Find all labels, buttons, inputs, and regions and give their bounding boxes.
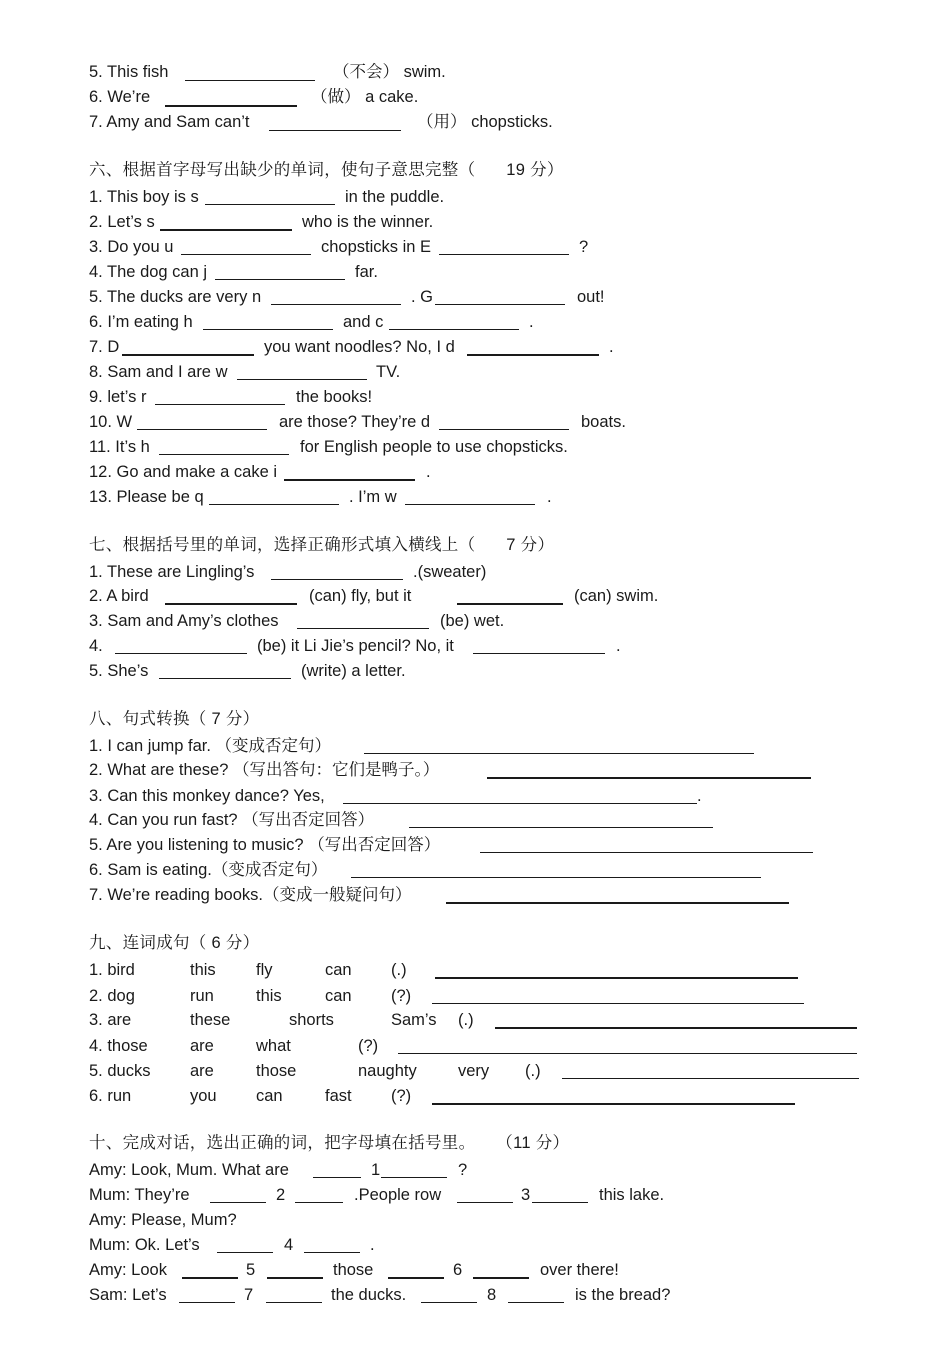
s6-q2-tail: who is the winner. (302, 213, 434, 231)
s6-q3-tail: ? (579, 238, 589, 256)
s6-q2-stem: 2. Let’s s (89, 213, 155, 231)
s7-score: 7 分） (506, 536, 555, 554)
dialog-blank[interactable] (304, 1252, 360, 1253)
s9-word: you (190, 1087, 217, 1105)
s6-q9-stem: 9. let’s r (89, 388, 147, 406)
s9-word: run (190, 987, 214, 1005)
s8-q3-blank[interactable] (343, 803, 697, 804)
s7-q1-blank[interactable] (271, 579, 403, 580)
s8-q7-stem: 7. We’re reading books.（变成一般疑问句） (89, 886, 412, 904)
s6-q5-mid: . G (411, 288, 434, 306)
dialog-text: over there! (540, 1261, 619, 1279)
s9-word: fly (256, 961, 273, 979)
dialog-number: 5 (246, 1261, 256, 1279)
s9-punct: (.) (458, 1011, 474, 1029)
s6-q3-mid: chopsticks in E (321, 238, 432, 256)
s9-row-1-blank[interactable] (435, 977, 798, 979)
s9-word: what (256, 1037, 291, 1055)
s6-q8-stem: 8. Sam and I are w (89, 363, 228, 381)
s5-q6-blank[interactable] (165, 105, 297, 107)
s7-q2-blank1[interactable] (165, 603, 297, 605)
dialog-blank[interactable] (217, 1252, 273, 1253)
s9-word: are (190, 1037, 214, 1055)
s6-q11-blank[interactable] (159, 454, 289, 455)
s8-heading: 八、句式转换（ 7 分） (89, 710, 260, 728)
dialog-blank[interactable] (388, 1277, 444, 1279)
s10-line-3: Amy: Please, Mum? (89, 1211, 237, 1229)
s7-q5-stem: 5. She’s (89, 662, 149, 680)
s7-q2-blank2[interactable] (457, 603, 563, 605)
s8-q6-blank[interactable] (351, 877, 761, 878)
s8-q5-stem: 5. Are you listening to music? （写出否定回答） (89, 836, 441, 854)
s6-q2-blank[interactable] (160, 229, 292, 231)
s6-q10-tail: boats. (581, 413, 626, 431)
s6-q9-tail: the books! (296, 388, 373, 406)
s9-word: can (325, 961, 352, 979)
s9-word: this (256, 987, 282, 1005)
s6-q6-blank2[interactable] (389, 329, 519, 330)
s7-heading (89, 535, 554, 555)
s5-q6-stem: 6. We’re (89, 88, 151, 106)
s8-q1-stem: 1. I can jump far. （变成否定句） (89, 737, 332, 755)
s6-q7-stem: 7. D (89, 338, 120, 356)
s9-punct: (.) (525, 1062, 541, 1080)
s8-q4-stem: 4. Can you run fast? （写出否定回答） (89, 811, 375, 829)
s9-word: 5. ducks (89, 1062, 151, 1080)
dialog-blank[interactable] (266, 1302, 322, 1303)
s6-score: 19 分） (506, 161, 564, 179)
s8-q5-blank[interactable] (480, 852, 813, 853)
s6-q6-mid: and c (343, 313, 384, 331)
dialog-blank[interactable] (532, 1202, 588, 1203)
s8-q7-blank[interactable] (446, 902, 789, 904)
s7-q4-blank2[interactable] (473, 653, 605, 654)
dialog-text: Amy: Look (89, 1261, 167, 1279)
s6-q12-blank[interactable] (284, 479, 415, 481)
dialog-text: this lake. (599, 1186, 665, 1204)
s9-row-5-blank[interactable] (562, 1078, 859, 1079)
s6-q7-blank1[interactable] (122, 354, 254, 356)
dialog-number: 2 (276, 1186, 286, 1204)
s9-word: very (458, 1062, 490, 1080)
s7-q4-mid: (be) it Li Jie’s pencil? No, it (257, 637, 454, 655)
s6-q3-blank1[interactable] (181, 254, 311, 255)
dialog-text: Mum: Ok. Let’s (89, 1236, 200, 1254)
s9-row-2-blank[interactable] (432, 1003, 804, 1004)
s6-q13-stem: 13. Please be q (89, 488, 204, 506)
dialog-text: Mum: They’re (89, 1186, 190, 1204)
s9-word: 3. are (89, 1011, 132, 1029)
dialog-text: Sam: Let’s (89, 1286, 167, 1304)
dialog-blank[interactable] (473, 1277, 529, 1279)
s7-q1-stem: 1. These are Lingling’s (89, 563, 255, 581)
s6-q1-blank[interactable] (205, 204, 335, 205)
s9-heading: 九、连词成句（ 6 分） (89, 934, 260, 952)
s9-word: can (325, 987, 352, 1005)
s6-q13-blank2[interactable] (405, 504, 535, 505)
s7-q4-tail: . (616, 637, 621, 655)
s7-q3-tail: (be) wet. (440, 612, 505, 630)
s9-word: 4. those (89, 1037, 148, 1055)
s8-q2-stem: 2. What are these? （写出答句：它们是鸭子。） (89, 761, 440, 779)
s6-q3-stem: 3. Do you u (89, 238, 174, 256)
s5-q6-tail: （做） a cake. (311, 88, 419, 106)
s10-score: （11 分） (496, 1134, 570, 1152)
s6-q10-blank1[interactable] (137, 429, 267, 430)
s8-q6-stem: 6. Sam is eating.（变成否定句） (89, 861, 328, 879)
s6-q12-stem: 12. Go and make a cake i (89, 463, 278, 481)
s6-q7-blank2[interactable] (467, 354, 599, 356)
s6-q13-mid: . I’m w (349, 488, 397, 506)
dialog-blank[interactable] (421, 1302, 477, 1303)
s6-q8-tail: TV. (376, 363, 401, 381)
s7-q5-blank[interactable] (159, 678, 291, 679)
s9-punct: (?) (358, 1037, 379, 1055)
s6-q7-tail: . (609, 338, 614, 356)
s6-q10-blank2[interactable] (439, 429, 569, 430)
dialog-text: ? (458, 1161, 468, 1179)
dialog-number: 3 (521, 1186, 531, 1204)
s6-q5-stem: 5. The ducks are very n (89, 288, 262, 306)
s6-q12-tail: . (426, 463, 431, 481)
s9-word: fast (325, 1087, 352, 1105)
dialog-blank[interactable] (267, 1277, 323, 1279)
dialog-blank[interactable] (508, 1302, 564, 1303)
s7-q2-tail: (can) swim. (574, 587, 659, 605)
s6-q3-blank2[interactable] (439, 254, 569, 255)
s9-row-6-blank[interactable] (432, 1103, 795, 1105)
s9-word: this (190, 961, 216, 979)
s6-q6-tail: . (529, 313, 534, 331)
s6-q6-blank1[interactable] (203, 329, 333, 330)
s9-word: 6. run (89, 1087, 132, 1105)
s7-q1-tail: .(sweater) (413, 563, 487, 581)
s6-q7-mid: you want noodles? No, I d (264, 338, 455, 356)
s9-word: can (256, 1087, 283, 1105)
s8-q4-blank[interactable] (409, 827, 713, 828)
s7-heading-text: 七、根据括号里的单词，选择正确形式填入横线上（ (89, 536, 476, 554)
s9-word: naughty (358, 1062, 417, 1080)
s9-word: shorts (289, 1011, 334, 1029)
s9-word: are (190, 1062, 214, 1080)
dialog-blank[interactable] (457, 1202, 513, 1203)
s6-q5-blank1[interactable] (271, 304, 401, 305)
s6-q4-tail: far. (355, 263, 378, 281)
dialog-number: 1 (371, 1161, 381, 1179)
dialog-blank[interactable] (182, 1277, 238, 1279)
dialog-number: 6 (453, 1261, 463, 1279)
s8-q3-tail: . (697, 787, 702, 805)
s9-row-4-blank[interactable] (398, 1053, 857, 1054)
s6-q4-blank[interactable] (215, 279, 345, 280)
s6-q11-stem: 11. It’s h (89, 438, 150, 456)
s7-q2-mid: (can) fly, but it (309, 587, 412, 605)
s9-punct: (.) (391, 961, 407, 979)
s9-word: these (190, 1011, 231, 1029)
s7-q5-tail: (write) a letter. (301, 662, 406, 680)
s6-q10-stem: 10. W (89, 413, 133, 431)
s9-punct: (?) (391, 1087, 412, 1105)
dialog-text: is the bread? (575, 1286, 671, 1304)
dialog-blank[interactable] (210, 1202, 266, 1203)
dialog-text: those (333, 1261, 374, 1279)
s9-word: 1. bird (89, 961, 135, 979)
s6-q1-stem: 1. This boy is s (89, 188, 199, 206)
dialog-text: Amy: Look, Mum. What are (89, 1161, 289, 1179)
s7-q2-stem: 2. A bird (89, 587, 149, 605)
s8-q1-blank[interactable] (364, 753, 754, 754)
s5-q7-blank[interactable] (269, 130, 401, 131)
s6-heading-text: 六、根据首字母写出缺少的单词，使句子意思完整（ (89, 161, 476, 179)
s5-q7-stem: 7. Amy and Sam can’t (89, 113, 250, 131)
dialog-blank[interactable] (381, 1177, 447, 1178)
s6-q5-tail: out! (577, 288, 605, 306)
s9-punct: (?) (391, 987, 412, 1005)
dialog-text: .People row (354, 1186, 442, 1204)
s6-heading (89, 160, 564, 180)
s10-heading-text: 十、完成对话，选出正确的词，把字母填在括号里。 (89, 1134, 476, 1152)
dialog-blank[interactable] (313, 1177, 361, 1178)
s6-q13-blank1[interactable] (209, 504, 339, 505)
dialog-blank[interactable] (179, 1302, 235, 1303)
dialog-number: 7 (244, 1286, 254, 1304)
s7-q3-stem: 3. Sam and Amy’s clothes (89, 612, 279, 630)
s10-heading (89, 1133, 569, 1153)
s8-q2-blank[interactable] (487, 777, 811, 779)
s9-row-3-blank[interactable] (495, 1027, 857, 1029)
s6-q6-stem: 6. I’m eating h (89, 313, 193, 331)
s5-q7-tail: （用） chopsticks. (417, 113, 553, 131)
s7-q4-blank1[interactable] (115, 653, 247, 654)
s7-q3-blank[interactable] (297, 628, 429, 629)
s9-word: those (256, 1062, 297, 1080)
s6-q1-tail: in the puddle. (345, 188, 445, 206)
s9-word: 2. dog (89, 987, 135, 1005)
dialog-text: the ducks. (331, 1286, 407, 1304)
s5-q5-stem: 5. This fish (89, 63, 169, 81)
s6-q10-mid: are those? They’re d (279, 413, 431, 431)
s5-q5-blank[interactable] (185, 80, 315, 81)
s6-q9-blank[interactable] (155, 404, 285, 405)
dialog-number: 8 (487, 1286, 497, 1304)
s6-q13-tail: . (547, 488, 552, 506)
dialog-text: . (370, 1236, 375, 1254)
s6-q5-blank2[interactable] (435, 304, 565, 305)
s6-q8-blank[interactable] (237, 379, 367, 380)
s7-q4-stem: 4. (89, 637, 103, 655)
s5-q5-tail: （不会） swim. (333, 63, 446, 81)
s6-q4-stem: 4. The dog can j (89, 263, 208, 281)
s6-q11-tail: for English people to use chopsticks. (300, 438, 568, 456)
s9-word: Sam’s (391, 1011, 437, 1029)
s8-q3-stem: 3. Can this monkey dance? Yes, (89, 787, 325, 805)
dialog-blank[interactable] (295, 1202, 343, 1203)
dialog-number: 4 (284, 1236, 294, 1254)
